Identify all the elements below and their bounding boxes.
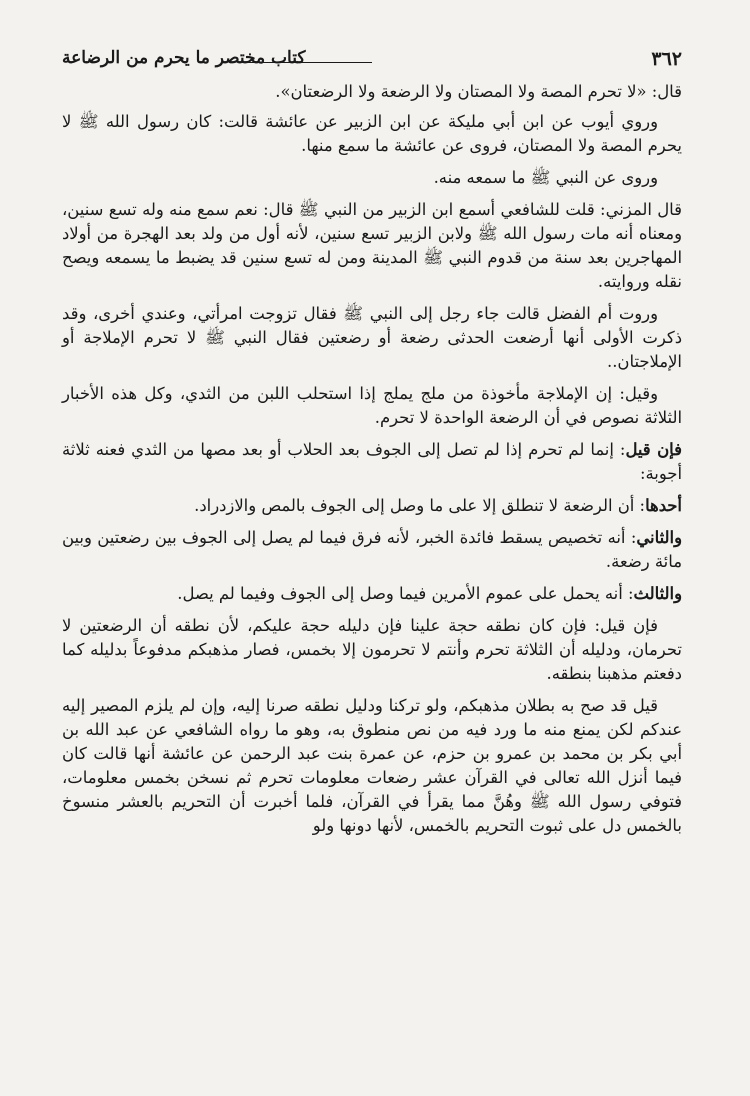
- paragraph-lead: أحدها: [645, 496, 682, 515]
- paragraph-1: [62, 80, 682, 104]
- paragraph-text: وروي أيوب عن ابن أبي مليكة عن ابن الزبير عن عائشة قالت: كان رسول الله ﷺ لا يحرم المصة ولا المصتان، فروى عن عائشة ما سمع منها.: [62, 112, 682, 155]
- paragraph-text: : أن الرضعة لا تنطلق إلا على ما وصل إلى الجوف بالمص والازدراد.: [194, 496, 646, 515]
- paragraph-text: قيل قد صح به بطلان مذهبكم، ولو تركنا ودليل نطقه صرنا إليه، وإن لم يلزم المصير إليه عندكم لكن يمنع منه ما ورد فيه من نص منطوق به، وهو ما رواه الشافعي عن عبد الله بن أبي بكر بن محمد بن عمرو بن حزم، عن عمرة بنت عبد الرحمن عن عائشة أنها قالت كان فيما أنزل الله تعالى في القرآن عشر رضعات معلومات تحرم ثم نسخن بخمس معلومات، فتوفي رسول الله ﷺ وهُنَّ مما يقرأ في القرآن، فلما أخبرت أن التحريم بالعشر منسوخ بالخمس دل على ثبوت التحريم بالخمس، لأنها دونها ولو: [62, 696, 682, 835]
- paragraph-lead: والثاني: [636, 528, 682, 547]
- paragraph-3: [62, 166, 682, 190]
- paragraph-text: وروى عن النبي ﷺ ما سمعه منه.: [433, 168, 658, 187]
- paragraph-4: [62, 198, 682, 294]
- body-text: [62, 80, 682, 846]
- paragraph-5: [62, 302, 682, 374]
- paragraph-7: [62, 438, 682, 486]
- paragraph-11: [62, 614, 682, 686]
- paragraph-text: قال المزني: قلت للشافعي أسمع ابن الزبير من النبي ﷺ قال: نعم سمع منه وله تسع سنين، ومعناه أنه مات رسول الله ﷺ ولابن الزبير تسع سنين، لأنه أول من ولد بعد الهجرة من أولاد المهاجرين بعد سنة من قدوم النبي ﷺ المدينة ومن له تسع سنين قد يضبط ما يسمعه ويصح نقله وروايته.: [62, 200, 682, 291]
- paragraph-8: [62, 494, 682, 518]
- paragraph-text: فإن قيل: فإن كان نطقه حجة علينا فإن دليله حجة عليكم، لأن نطقه أن الرضعتين لا تحرمان، ودليله أن الثلاثة تحرم وأنتم لا تحرمون إلا بخمس، فصار مذهبكم مدفوعاً بدليله كما دفعتم مذهبنا بنطقه.: [62, 616, 682, 683]
- paragraph-lead: فإن قيل: [625, 440, 682, 459]
- paragraph-2: [62, 110, 682, 158]
- paragraph-text: : أنه يحمل على عموم الأمرين فيما وصل إلى الجوف وفيما لم يصل.: [177, 584, 634, 603]
- running-title: كتاب مختصر ما يحرم من الرضاعة: [62, 48, 306, 68]
- page-number: ٣٦٢: [651, 48, 682, 70]
- paragraph-text: قال: «لا تحرم المصة ولا المصتان ولا الرضعة ولا الرضعتان».: [275, 82, 682, 101]
- paragraph-10: [62, 582, 682, 606]
- paragraph-text: : إنما لم تحرم إذا لم تصل إلى الجوف بعد الحلاب أو بعد مصها من الثدي فعنه ثلاثة أجوبة:: [62, 440, 682, 483]
- paragraph-text: وقيل: إن الإملاجة مأخوذة من ملج يملج إذا استحلب اللبن من الثدي، وكل هذه الأخبار الثلاثة نصوص في أن الرضعة الواحدة لا تحرم.: [62, 384, 682, 427]
- paragraph-12: [62, 694, 682, 838]
- page-header: [62, 48, 682, 74]
- paragraph-text: : أنه تخصيص يسقط فائدة الخبر، لأنه فرق فيما لم يصل إلى الجوف بين رضعتين وبين مائة رضعة.: [62, 528, 682, 571]
- paragraph-lead: والثالث: [633, 584, 682, 603]
- paragraph-6: [62, 382, 682, 430]
- paragraph-9: [62, 526, 682, 574]
- paragraph-text: وروت أم الفضل قالت جاء رجل إلى النبي ﷺ فقال تزوجت امرأتي، وعندي أخرى، وقد ذكرت الأولى أنها أرضعت الحدثى رضعة أو رضعتين فقال النبي ﷺ لا تحرم الإملاجة أو الإملاجتان..: [62, 304, 682, 371]
